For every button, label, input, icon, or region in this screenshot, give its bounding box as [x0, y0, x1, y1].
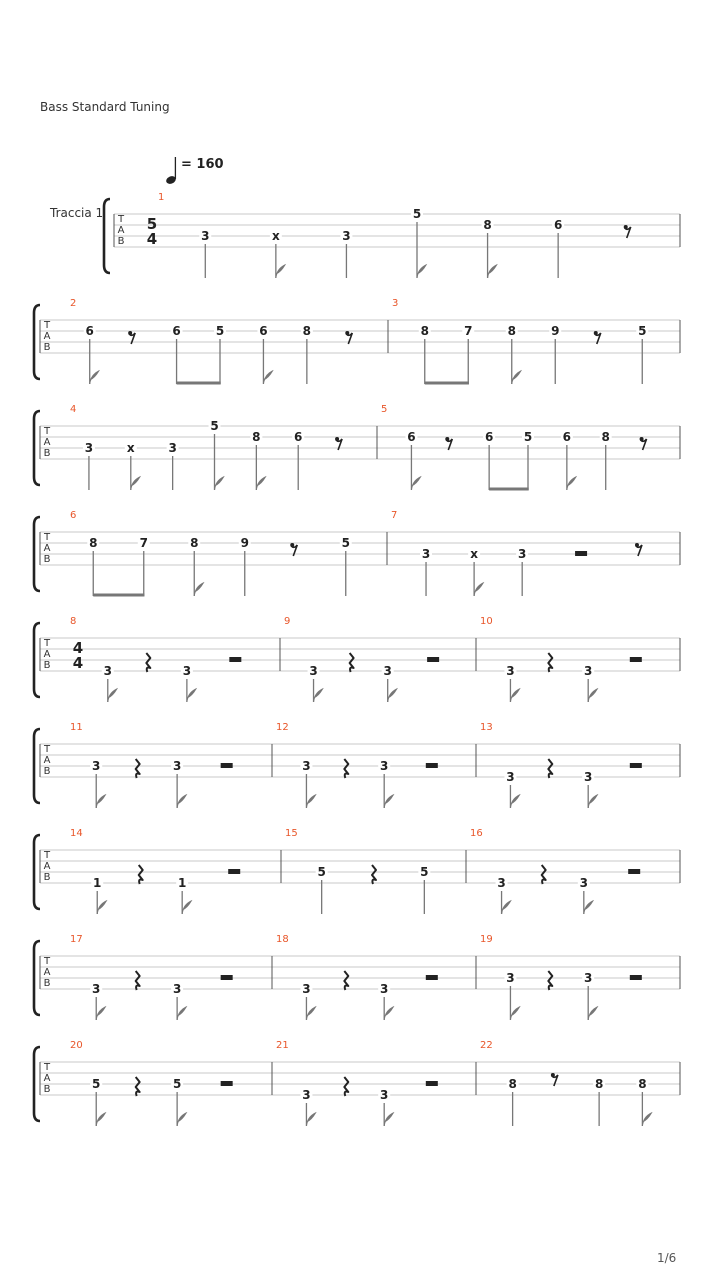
system-bracket — [104, 199, 110, 273]
fret-number: 3 — [584, 770, 593, 784]
tab-clef-letter: A — [43, 861, 51, 872]
system-bracket — [34, 623, 40, 697]
note-flag — [584, 901, 593, 914]
fret-number: 3 — [201, 229, 210, 243]
note-flag — [215, 477, 224, 490]
fret-number: 7 — [464, 324, 473, 338]
dead-note: x — [126, 441, 135, 455]
measure-number: 21 — [276, 1040, 289, 1051]
measure — [276, 1040, 438, 1126]
note-flag — [588, 795, 597, 808]
system-bracket — [34, 729, 40, 803]
fret-number: 3 — [497, 876, 506, 890]
time-signature-top: 4 — [72, 639, 84, 657]
fret-number: 3 — [383, 664, 392, 678]
note-flag — [512, 371, 521, 384]
system-bracket — [34, 835, 40, 909]
measure-number: 10 — [480, 616, 493, 627]
tab-clef-letter: A — [43, 437, 51, 448]
measure — [70, 934, 233, 1020]
note-flag — [510, 689, 519, 702]
fret-number: 8 — [89, 536, 98, 550]
measure — [70, 828, 240, 914]
note-flag — [96, 1007, 105, 1020]
fret-number: 5 — [210, 419, 219, 433]
measure-number: 7 — [391, 510, 398, 521]
fret-number: 6 — [85, 324, 94, 338]
fret-number: 3 — [92, 982, 101, 996]
half-rest — [228, 869, 240, 874]
fret-number: 6 — [259, 324, 268, 338]
measure-number: 17 — [70, 934, 83, 945]
quarter-rest — [548, 759, 552, 778]
measure — [391, 510, 642, 596]
fret-number: 8 — [252, 430, 261, 444]
dead-note: x — [271, 229, 280, 243]
measure-number: 1 — [158, 192, 165, 203]
fret-number: 6 — [553, 218, 563, 232]
tab-clef-letter: B — [43, 1084, 51, 1095]
note-flag — [567, 477, 576, 490]
quarter-rest — [139, 865, 143, 884]
note-flag — [194, 583, 203, 596]
system-bracket — [34, 1047, 40, 1121]
note-flag — [276, 265, 285, 278]
tab-clef-letter: T — [117, 214, 125, 225]
fret-number: 5 — [638, 324, 647, 338]
half-rest — [630, 763, 642, 768]
eighth-rest-dot — [445, 437, 449, 441]
track-name: Traccia 1 — [50, 206, 104, 220]
measure-number: 15 — [285, 828, 298, 839]
measure-number: 18 — [276, 934, 289, 945]
note-flag — [90, 371, 99, 384]
note-flag — [263, 371, 272, 384]
fret-number: 3 — [518, 547, 527, 561]
note-flag — [488, 265, 497, 278]
quarter-rest — [344, 1077, 348, 1096]
measure-number: 4 — [70, 404, 77, 415]
fret-number: 3 — [380, 759, 389, 773]
fret-number: 5 — [420, 865, 429, 879]
half-rest — [630, 975, 642, 980]
measure — [70, 1040, 233, 1126]
fret-number: 3 — [309, 664, 318, 678]
eighth-rest-dot — [594, 331, 598, 335]
half-rest — [575, 551, 587, 556]
fret-number: 3 — [584, 971, 593, 985]
system-bracket — [34, 305, 40, 379]
measure — [70, 722, 233, 808]
note-flag — [256, 477, 265, 490]
measure-number: 22 — [480, 1040, 493, 1051]
note-flag — [388, 689, 397, 702]
fret-number: 3 — [84, 441, 94, 455]
tab-clef-letter: T — [43, 1062, 51, 1073]
quarter-rest — [136, 1077, 140, 1096]
half-rest — [221, 975, 233, 980]
measure — [276, 934, 438, 1020]
fret-number: 3 — [172, 759, 182, 773]
measure-number: 16 — [470, 828, 483, 839]
fret-number: 3 — [421, 547, 431, 561]
note-flag — [642, 1113, 651, 1126]
quarter-rest — [136, 971, 140, 990]
note-flag — [306, 795, 315, 808]
fret-number: 5 — [215, 324, 225, 338]
fret-number: 8 — [508, 1077, 517, 1091]
measure-number: 6 — [70, 510, 77, 521]
tab-clef-letter: B — [43, 660, 51, 671]
measure — [480, 1040, 651, 1126]
note-flag — [384, 1113, 393, 1126]
note-flag — [417, 265, 426, 278]
measure — [70, 616, 241, 702]
page-number: 1/6 — [657, 1251, 677, 1265]
measure — [70, 404, 342, 490]
half-rest — [628, 869, 640, 874]
measure — [381, 404, 647, 491]
fret-number: 3 — [506, 664, 515, 678]
eighth-rest-dot — [335, 437, 339, 441]
note-flag — [474, 583, 483, 596]
note-beam — [93, 594, 144, 597]
eighth-rest-dot — [635, 543, 639, 547]
fret-number: 3 — [302, 1088, 311, 1102]
tab-clef-letter: T — [43, 320, 51, 331]
half-rest — [427, 657, 439, 662]
note-flag — [510, 795, 519, 808]
tab-clef-letter: A — [43, 1073, 51, 1084]
measure — [147, 192, 631, 278]
measure-number: 14 — [70, 828, 83, 839]
fret-number: 3 — [103, 664, 112, 678]
fret-number: 3 — [506, 971, 515, 985]
fret-number: 6 — [172, 324, 181, 338]
note-flag — [588, 689, 597, 702]
eighth-rest-dot — [290, 543, 294, 547]
fret-number: 9 — [240, 536, 249, 550]
measure-number: 3 — [392, 298, 399, 309]
note-flag — [502, 901, 511, 914]
time-signature-bottom: 4 — [72, 654, 84, 672]
tab-clef-letter: T — [43, 638, 51, 649]
note-beam — [177, 382, 221, 385]
half-rest — [426, 975, 438, 980]
measure-number: 9 — [284, 616, 291, 627]
fret-number: 8 — [483, 218, 492, 232]
fret-number: 8 — [638, 1077, 647, 1091]
note-flag — [177, 1113, 186, 1126]
measure-number: 2 — [70, 298, 77, 309]
note-flag — [108, 689, 117, 702]
tab-clef-letter: A — [117, 225, 125, 236]
fret-number: 3 — [506, 770, 515, 784]
eighth-rest-dot — [551, 1073, 555, 1077]
fret-number: 9 — [551, 324, 560, 338]
fret-number: 6 — [407, 430, 416, 444]
tempo-value: = 160 — [181, 157, 224, 172]
quarter-rest — [146, 653, 150, 672]
note-flag — [97, 901, 106, 914]
time-signature-top: 5 — [146, 215, 158, 233]
half-rest — [426, 763, 438, 768]
half-rest — [221, 1081, 233, 1086]
tuning-label: Bass Standard Tuning — [40, 100, 170, 114]
system-bracket — [34, 411, 40, 485]
fret-number: 8 — [302, 324, 312, 338]
fret-number: 5 — [92, 1077, 101, 1091]
fret-number: 3 — [302, 982, 311, 996]
eighth-rest-dot — [128, 331, 132, 335]
note-flag — [177, 1007, 186, 1020]
measure-number: 11 — [70, 722, 83, 733]
measure — [276, 722, 438, 808]
tab-clef-letter: A — [43, 967, 51, 978]
fret-number: 1 — [178, 876, 187, 890]
eighth-rest-dot — [640, 437, 644, 441]
quarter-rest — [344, 971, 348, 990]
tab-clef-letter: B — [43, 554, 51, 565]
fret-number: 3 — [342, 229, 351, 243]
measure — [70, 298, 352, 385]
note-beam — [489, 488, 529, 491]
tab-clef-letter: A — [43, 331, 51, 342]
note-flag — [588, 1007, 597, 1020]
fret-number: 5 — [523, 430, 533, 444]
note-flag — [384, 795, 393, 808]
tab-clef-letter: T — [43, 744, 51, 755]
tab-clef-letter: T — [43, 850, 51, 861]
fret-number: 3 — [92, 759, 101, 773]
dead-note: x — [470, 547, 478, 561]
measure — [480, 616, 642, 702]
measure — [70, 510, 352, 597]
measure-number: 13 — [480, 722, 493, 733]
fret-number: 3 — [182, 664, 192, 678]
tab-clef-letter: A — [43, 649, 51, 660]
tab-clef-letter: T — [43, 532, 51, 543]
fret-number: 1 — [93, 876, 102, 890]
fret-number: 3 — [584, 664, 593, 678]
tab-clef-letter: B — [43, 872, 51, 883]
measure-number: 19 — [480, 934, 493, 945]
fret-number: 7 — [139, 536, 148, 550]
tab-clef-letter: B — [43, 342, 51, 353]
fret-number: 6 — [294, 430, 303, 444]
fret-number: 3 — [380, 982, 389, 996]
note-flag — [411, 477, 420, 490]
tab-clef-letter: A — [43, 755, 51, 766]
time-signature-bottom: 4 — [146, 230, 158, 248]
eighth-rest-dot — [345, 331, 349, 335]
note-flag — [96, 795, 105, 808]
half-rest — [229, 657, 241, 662]
measure-number: 8 — [70, 616, 77, 627]
tab-clef-letter: A — [43, 543, 51, 554]
tab-clef-letter: B — [117, 236, 125, 247]
note-flag — [177, 795, 186, 808]
fret-number: 6 — [484, 430, 494, 444]
tab-clef-letter: B — [43, 978, 51, 989]
fret-number: 3 — [302, 759, 311, 773]
measure-number: 12 — [276, 722, 289, 733]
system-bracket — [34, 941, 40, 1015]
half-rest — [426, 1081, 438, 1086]
half-rest — [221, 763, 233, 768]
measure — [392, 298, 648, 385]
quarter-rest — [548, 971, 552, 990]
quarter-rest — [542, 865, 546, 884]
tab-clef-letter: B — [43, 448, 51, 459]
fret-number: 6 — [562, 430, 572, 444]
note-beam — [425, 382, 469, 385]
measure-number: 5 — [381, 404, 388, 415]
fret-number: 5 — [412, 207, 422, 221]
note-flag — [187, 689, 196, 702]
fret-number: 3 — [168, 441, 177, 455]
quarter-rest — [548, 653, 552, 672]
system-bracket — [34, 517, 40, 591]
eighth-rest-dot — [624, 225, 628, 229]
tab-clef-letter: T — [43, 956, 51, 967]
measure — [480, 934, 642, 1020]
measure-number: 20 — [70, 1040, 83, 1051]
fret-number: 3 — [380, 1088, 389, 1102]
note-flag — [306, 1113, 315, 1126]
fret-number: 5 — [317, 865, 326, 879]
measure — [284, 616, 439, 702]
half-rest — [630, 657, 642, 662]
tab-clef-letter: T — [43, 426, 51, 437]
fret-number: 8 — [507, 324, 516, 338]
quarter-rest — [136, 759, 140, 778]
note-flag — [182, 901, 191, 914]
fret-number: 8 — [420, 324, 429, 338]
note-flag — [96, 1113, 105, 1126]
quarter-rest — [350, 653, 354, 672]
fret-number: 5 — [341, 536, 350, 550]
fret-number: 3 — [172, 982, 182, 996]
fret-number: 3 — [579, 876, 588, 890]
tab-clef-letter: B — [43, 766, 51, 777]
measure — [285, 828, 430, 914]
note-flag — [384, 1007, 393, 1020]
quarter-rest — [344, 759, 348, 778]
note-flag — [306, 1007, 315, 1020]
fret-number: 8 — [601, 430, 610, 444]
fret-number: 8 — [594, 1077, 604, 1091]
note-flag — [314, 689, 323, 702]
fret-number: 5 — [172, 1077, 182, 1091]
measure — [480, 722, 642, 808]
fret-number: 8 — [190, 536, 199, 550]
note-flag — [510, 1007, 519, 1020]
note-flag — [131, 477, 140, 490]
measure — [470, 828, 640, 914]
quarter-rest — [372, 865, 376, 884]
